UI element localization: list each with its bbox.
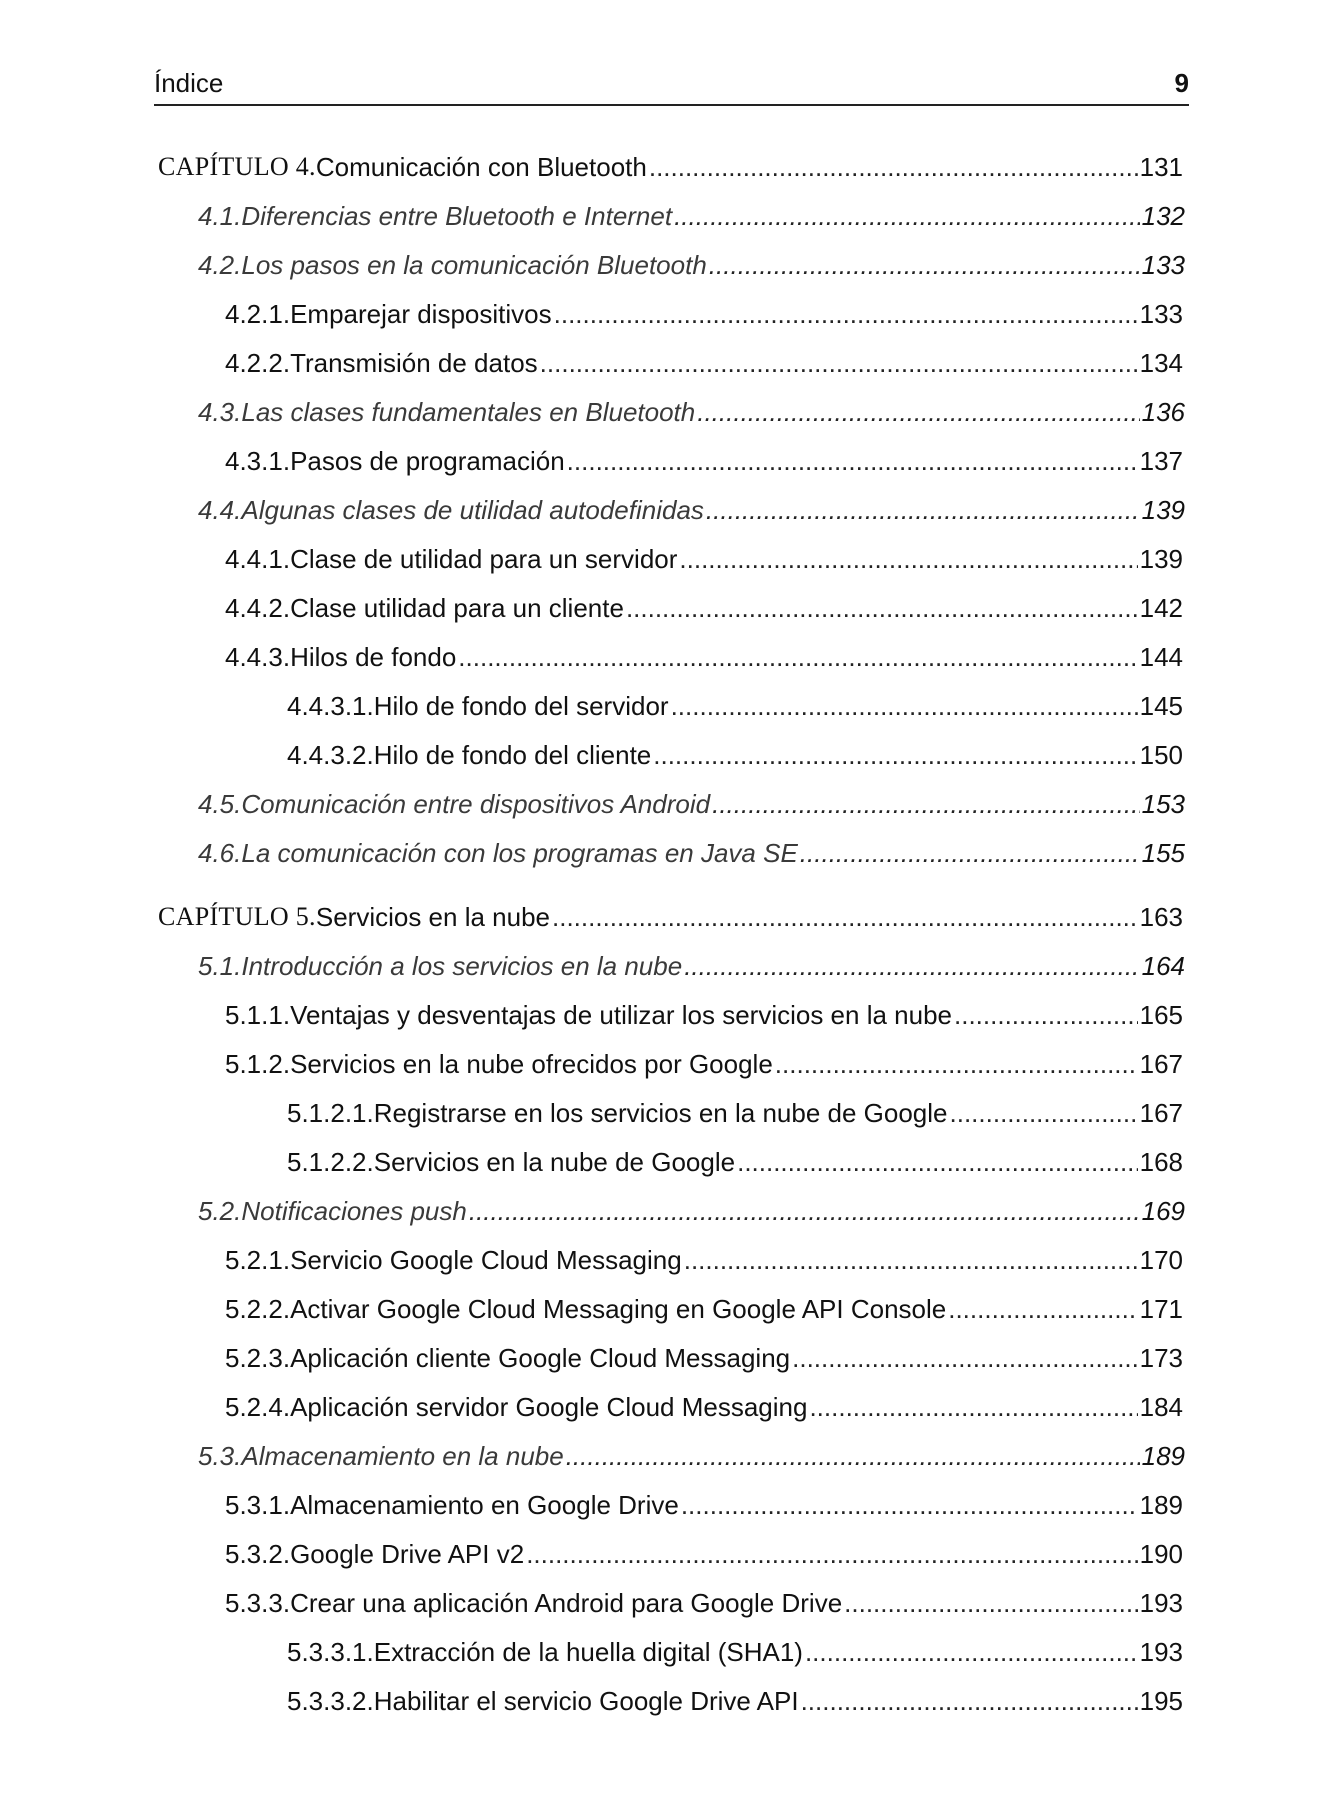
toc-entry-page: 133 [1139, 299, 1183, 329]
toc-entry-title: Diferencias entre Bluetooth e Internet [241, 201, 673, 231]
toc-entry-page: 142 [1139, 593, 1183, 623]
dot-leader [526, 1538, 1137, 1570]
toc-entry-title: Registrarse en los servicios en la nube de Google [373, 1098, 948, 1128]
toc-section-entry[interactable] [0, 379, 1339, 428]
toc-entry-page: 163 [1139, 902, 1183, 932]
toc-entry-title: Comunicación con Bluetooth [315, 152, 647, 182]
toc-entry-page: 170 [1139, 1245, 1183, 1275]
toc-section-entry[interactable] [0, 477, 1339, 526]
toc-entry-number: 4.4.2. [225, 593, 291, 623]
toc-subsubsection-entry[interactable] [0, 1129, 1339, 1178]
dot-leader [712, 788, 1140, 820]
toc-section-entry[interactable] [0, 1423, 1339, 1472]
toc-entry-number: 5.2. [198, 1196, 242, 1226]
toc-entry-page: 195 [1139, 1686, 1183, 1716]
dot-leader [954, 999, 1138, 1031]
toc-section-entry[interactable] [0, 771, 1339, 820]
toc-entry-page: 168 [1139, 1147, 1183, 1177]
dot-leader [681, 1489, 1138, 1521]
toc-entry-number: 4.4. [198, 495, 242, 525]
header-title: Índice [154, 68, 224, 98]
toc-entry-number: 5.1.2. [225, 1049, 291, 1079]
toc-entry-page: 155 [1141, 838, 1185, 868]
dot-leader [709, 249, 1140, 281]
toc-entry-title: Introducción a los servicios en la nube [241, 951, 683, 981]
toc-entry-page: 165 [1139, 1000, 1183, 1030]
toc-entry-page: 167 [1139, 1098, 1183, 1128]
toc-subsubsection-entry[interactable] [0, 673, 1339, 722]
toc-entry-title: Activar Google Cloud Messaging en Google API Console [290, 1294, 947, 1324]
toc-entry-number: 5.2.4. [225, 1392, 291, 1422]
toc-subsection-entry[interactable] [0, 526, 1339, 575]
dot-leader [737, 1146, 1138, 1178]
toc-entry-number: 5.1.2.1. [287, 1098, 374, 1128]
toc-subsection-entry[interactable] [0, 982, 1339, 1031]
dot-leader [554, 298, 1138, 330]
toc-section-entry[interactable] [0, 933, 1339, 982]
toc-entry-number: 5.2.1. [225, 1245, 291, 1275]
toc-entry-title: Notificaciones push [241, 1196, 467, 1226]
toc-entry-page: 169 [1141, 1196, 1185, 1226]
toc-entry-title: Aplicación cliente Google Cloud Messaging [290, 1343, 791, 1373]
toc-entry-number: 4.4.3.2. [287, 740, 374, 770]
toc-entry-number: 5.2.2. [225, 1294, 291, 1324]
dot-leader [950, 1097, 1138, 1129]
running-header [154, 64, 1189, 106]
toc-entry-title: Clase de utilidad para un servidor [290, 544, 678, 574]
toc-subsection-entry[interactable] [0, 428, 1339, 477]
dot-leader [567, 445, 1138, 477]
toc-entry-title: Crear una aplicación Android para Google Drive [290, 1588, 843, 1618]
toc-entry-page: 144 [1139, 642, 1183, 672]
toc-entry-title: Servicios en la nube [315, 902, 550, 932]
toc-entry-number: 5.1.1. [225, 1000, 291, 1030]
toc-entry-page: 190 [1139, 1539, 1183, 1569]
dot-leader [775, 1048, 1138, 1080]
toc-chapter-entry[interactable] [0, 884, 1339, 933]
toc-section-entry[interactable] [0, 232, 1339, 281]
toc-subsection-entry[interactable] [0, 1521, 1339, 1570]
toc-entry-page: 139 [1139, 544, 1183, 574]
toc-entry-page: 133 [1141, 250, 1185, 280]
dot-leader [552, 901, 1138, 933]
toc-entry-title: Algunas clases de utilidad autodefinidas [241, 495, 704, 525]
toc-entry-number: 4.2.1. [225, 299, 291, 329]
dot-leader [800, 837, 1140, 869]
header-page-number: 9 [1174, 68, 1189, 98]
toc-entry-number: 4.3.1. [225, 446, 291, 476]
toc-entry-number: 4.4.3. [225, 642, 291, 672]
toc-entry-title: Transmisión de datos [290, 348, 538, 378]
dot-leader [649, 151, 1138, 183]
toc-section-entry[interactable] [0, 1178, 1339, 1227]
dot-leader [458, 641, 1137, 673]
toc-entry-title: Aplicación servidor Google Cloud Messaging [290, 1392, 808, 1422]
dot-leader [697, 396, 1139, 428]
toc-entry-page: 167 [1139, 1049, 1183, 1079]
toc-entry-page: 193 [1139, 1588, 1183, 1618]
toc-entry-number: 4.2.2. [225, 348, 291, 378]
toc-subsection-entry[interactable] [0, 1374, 1339, 1423]
toc-subsubsection-entry[interactable] [0, 722, 1339, 771]
dot-leader [948, 1293, 1137, 1325]
dot-leader [684, 1244, 1138, 1276]
toc-section-entry[interactable] [0, 820, 1339, 869]
dot-leader [469, 1195, 1140, 1227]
toc-entry-page: 184 [1139, 1392, 1183, 1422]
toc-subsection-entry[interactable] [0, 1227, 1339, 1276]
table-of-contents [0, 134, 1339, 1717]
dot-leader [792, 1342, 1137, 1374]
toc-entry-title: Extracción de la huella digital (SHA1) [373, 1637, 803, 1667]
dot-leader [540, 347, 1138, 379]
toc-entry-page: 139 [1141, 495, 1185, 525]
toc-entry-page: 137 [1139, 446, 1183, 476]
toc-subsection-entry[interactable] [0, 1031, 1339, 1080]
toc-subsection-entry[interactable] [0, 575, 1339, 624]
toc-entry-number: 4.5. [198, 789, 242, 819]
dot-leader [679, 543, 1137, 575]
toc-entry-title: Servicios en la nube ofrecidos por Google [290, 1049, 773, 1079]
toc-subsection-entry[interactable] [0, 281, 1339, 330]
dot-leader [801, 1685, 1138, 1717]
toc-entry-number: 5.1.2.2. [287, 1147, 374, 1177]
toc-chapter-entry[interactable] [0, 134, 1339, 183]
toc-subsubsection-entry[interactable] [0, 1619, 1339, 1668]
toc-entry-title: Hilos de fondo [290, 642, 457, 672]
toc-entry-title: Google Drive API v2 [290, 1539, 525, 1569]
toc-entry-number: 5.3.3. [225, 1588, 291, 1618]
toc-entry-number: 4.3. [198, 397, 242, 427]
toc-entry-number: 4.4.1. [225, 544, 291, 574]
toc-entry-title: Habilitar el servicio Google Drive API [373, 1686, 799, 1716]
dot-leader [671, 690, 1138, 722]
toc-entry-number: 5.3.1. [225, 1490, 291, 1520]
toc-entry-title: Emparejar dispositivos [290, 299, 552, 329]
toc-entry-number: CAPÍTULO 4. [158, 152, 316, 181]
toc-entry-title: Servicio Google Cloud Messaging [290, 1245, 682, 1275]
toc-entry-title: La comunicación con los programas en Java SE [241, 838, 798, 868]
toc-entry-title: Almacenamiento en la nube [241, 1441, 564, 1471]
toc-entry-number: 4.2. [198, 250, 242, 280]
toc-entry-page: 193 [1139, 1637, 1183, 1667]
toc-entry-title: Ventajas y desventajas de utilizar los servicios en la nube [290, 1000, 952, 1030]
toc-entry-page: 189 [1141, 1441, 1185, 1471]
toc-entry-page: 136 [1141, 397, 1185, 427]
toc-entry-number: 5.3.2. [225, 1539, 291, 1569]
toc-entry-number: 4.6. [198, 838, 242, 868]
toc-entry-number: 5.1. [198, 951, 242, 981]
dot-leader [844, 1587, 1137, 1619]
toc-entry-page: 145 [1139, 691, 1183, 721]
toc-entry-title: Comunicación entre dispositivos Android [241, 789, 711, 819]
dot-leader [684, 950, 1139, 982]
toc-entry-title: Las clases fundamentales en Bluetooth [241, 397, 696, 427]
toc-entry-number: 5.2.3. [225, 1343, 291, 1373]
toc-entry-page: 171 [1139, 1294, 1183, 1324]
toc-entry-title: Hilo de fondo del servidor [373, 691, 669, 721]
toc-entry-number: 5.3.3.1. [287, 1637, 374, 1667]
toc-entry-page: 150 [1139, 740, 1183, 770]
toc-entry-page: 132 [1141, 201, 1185, 231]
toc-subsubsection-entry[interactable] [0, 1080, 1339, 1129]
toc-entry-title: Almacenamiento en Google Drive [290, 1490, 679, 1520]
toc-entry-page: 173 [1139, 1343, 1183, 1373]
toc-entry-page: 131 [1139, 152, 1183, 182]
toc-subsection-entry[interactable] [0, 330, 1339, 379]
dot-leader [566, 1440, 1140, 1472]
toc-entry-page: 189 [1139, 1490, 1183, 1520]
toc-entry-title: Servicios en la nube de Google [373, 1147, 736, 1177]
toc-entry-title: Pasos de programación [290, 446, 565, 476]
toc-entry-number: 5.3.3.2. [287, 1686, 374, 1716]
toc-subsection-entry[interactable] [0, 624, 1339, 673]
dot-leader [626, 592, 1138, 624]
toc-entry-number: 4.4.3.1. [287, 691, 374, 721]
toc-entry-number: 5.3. [198, 1441, 242, 1471]
toc-subsection-entry[interactable] [0, 1325, 1339, 1374]
toc-subsection-entry[interactable] [0, 1570, 1339, 1619]
toc-entry-page: 153 [1141, 789, 1185, 819]
dot-leader [674, 200, 1140, 232]
dot-leader [706, 494, 1140, 526]
toc-entry-title: Los pasos en la comunicación Bluetooth [241, 250, 707, 280]
toc-entry-title: Hilo de fondo del cliente [373, 740, 652, 770]
toc-entry-number: CAPÍTULO 5. [158, 902, 316, 931]
toc-entry-title: Clase utilidad para un cliente [290, 593, 624, 623]
toc-entry-page: 164 [1141, 951, 1185, 981]
dot-leader [809, 1391, 1137, 1423]
toc-subsection-entry[interactable] [0, 1472, 1339, 1521]
dot-leader [805, 1636, 1138, 1668]
toc-section-entry[interactable] [0, 183, 1339, 232]
toc-subsection-entry[interactable] [0, 1276, 1339, 1325]
toc-entry-page: 134 [1139, 348, 1183, 378]
toc-subsubsection-entry[interactable] [0, 1668, 1339, 1717]
dot-leader [653, 739, 1137, 771]
toc-entry-number: 4.1. [198, 201, 242, 231]
